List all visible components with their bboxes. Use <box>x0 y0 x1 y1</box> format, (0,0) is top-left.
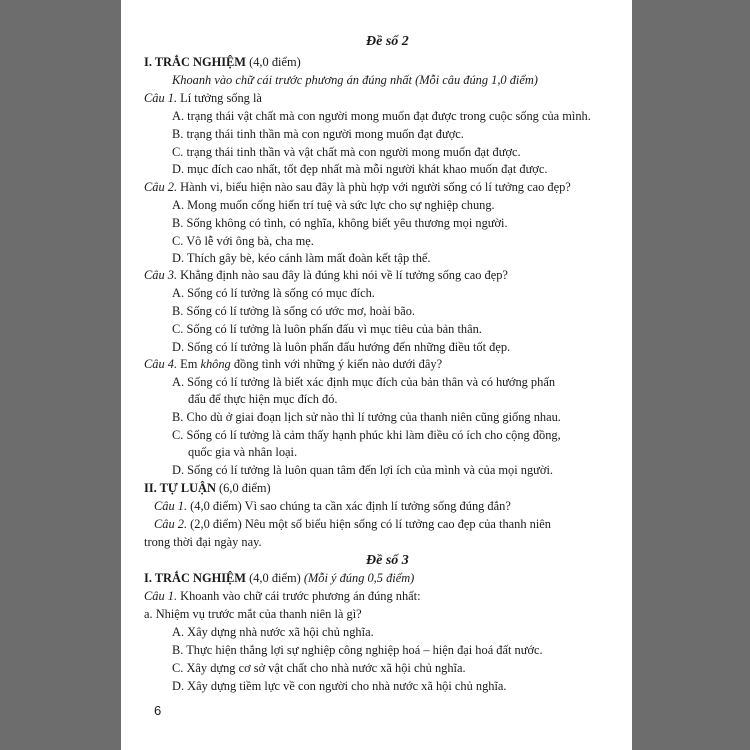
left-margin <box>0 0 121 750</box>
question-label: Câu 4. <box>144 357 178 371</box>
essay-question-2 <box>154 517 551 532</box>
section-points: (4,0 điểm) <box>246 55 301 69</box>
exam-2-title: Đề số 2 <box>366 34 409 49</box>
q1-option-b: B. trạng thái tinh thần mà con người mong muốn đạt được. <box>172 127 464 141</box>
exam-3-title: Đề số 3 <box>366 553 409 568</box>
question-text: Lí tưởng sống là <box>177 91 262 105</box>
question-2 <box>144 180 571 195</box>
exam-2-instruction: Khoanh vào chữ cái trước phương án đúng nhất (Mỗi câu đúng 1,0 điểm) <box>172 73 538 87</box>
section-points: (6,0 điểm) <box>215 481 271 495</box>
q1-option-a: A. trạng thái vật chất mà con người mong muốn đạt được trong cuộc sống của mình. <box>172 109 591 123</box>
section-label: I. TRẮC NGHIỆM <box>144 571 247 585</box>
q2-option-b: B. Sống không có tình, có nghĩa, không biết yêu thương mọi người. <box>172 216 508 230</box>
question-label: Câu 3. <box>144 268 178 282</box>
exam-3-option-c: C. Xây dựng cơ sở vật chất cho nhà nước xã hội chủ nghĩa. <box>172 661 466 675</box>
section-points: (4,0 điểm) <box>246 571 304 585</box>
exam-2-section-2-heading <box>144 481 271 496</box>
exam-3-option-a: A. Xây dựng nhà nước xã hội chủ nghĩa. <box>172 625 374 639</box>
question-3 <box>144 268 508 283</box>
question-text-emphasis: không <box>200 357 231 371</box>
question-text: Khoanh vào chữ cái trước phương án đúng nhất: <box>177 589 421 603</box>
question-4 <box>144 357 442 372</box>
q2-option-a: A. Mong muốn cống hiến trí tuệ và sức lực cho sự nghiệp chung. <box>172 198 495 212</box>
question-1 <box>144 91 262 106</box>
sub-question-a: a. Nhiệm vụ trước mắt của thanh niên là gì? <box>144 607 362 621</box>
question-text-pre: Em <box>177 357 201 371</box>
exam-3-option-b: B. Thực hiện thắng lợi sự nghiệp công nghiệp hoá – hiện đại hoá đất nước. <box>172 643 543 657</box>
right-margin <box>632 0 750 750</box>
section-label: II. TỰ LUẬN <box>144 481 216 495</box>
q4-option-c-cont: quốc gia và nhân loại. <box>188 445 298 459</box>
q1-option-d: D. mục đích cao nhất, tốt đẹp nhất mà mỗi người khát khao muốn đạt được. <box>172 162 548 176</box>
question-text-post: đồng tình với những ý kiến nào dưới đây? <box>230 357 443 371</box>
q4-option-b: B. Cho dù ở giai đoạn lịch sử nào thì lí tưởng của thanh niên cũng giống nhau. <box>172 410 561 424</box>
exam-3-question-1 <box>144 589 421 604</box>
question-label: Câu 2. <box>154 517 188 531</box>
q3-option-b: B. Sống có lí tưởng là sống có ước mơ, hoài bão. <box>172 304 416 318</box>
q4-option-d: D. Sống có lí tưởng là luôn quan tâm đến lợi ích của mình và của mọi người. <box>172 463 553 477</box>
document-page <box>121 0 632 750</box>
q4-option-c: C. Sống có lí tưởng là cảm thấy hạnh phúc khi làm điều có ích cho cộng đồng, <box>172 428 561 442</box>
question-text: Khẳng định nào sau đây là đúng khi nói về lí tưởng sống cao đẹp? <box>177 268 508 282</box>
exam-2-section-1-heading <box>144 55 301 70</box>
exam-3-option-d: D. Xây dựng tiềm lực về con người cho nhà nước xã hội chủ nghĩa. <box>172 679 507 693</box>
section-label: I. TRẮC NGHIỆM <box>144 55 247 69</box>
question-text: (2,0 điểm) Nêu một số biểu hiện sống có lí tưởng cao đẹp của thanh niên <box>187 517 551 531</box>
question-text: Hành vi, biểu hiện nào sau đây là phù hợp với người sống có lí tưởng cao đẹp? <box>177 180 571 194</box>
q2-option-d: D. Thích gây bè, kéo cánh làm mất đoàn kết tập thể. <box>172 251 431 265</box>
q2-option-c: C. Vô lễ với ông bà, cha mẹ. <box>172 234 314 248</box>
q4-option-a-cont: đấu để thực hiện mục đích đó. <box>188 392 338 406</box>
question-label: Câu 1. <box>144 91 178 105</box>
section-note: (Mỗi ý đúng 0,5 điểm) <box>303 571 415 585</box>
question-label: Câu 1. <box>144 589 178 603</box>
essay-question-2-cont: trong thời đại ngày nay. <box>144 535 262 549</box>
q3-option-c: C. Sống có lí tưởng là luôn phấn đấu vì mục tiêu của bản thân. <box>172 322 482 336</box>
q3-option-a: A. Sống có lí tưởng là sống có mục đích. <box>172 286 375 300</box>
question-label: Câu 1. <box>154 499 188 513</box>
page-number: 6 <box>154 703 162 718</box>
q1-option-c: C. trạng thái tinh thần và vật chất mà con người mong muốn đạt được. <box>172 145 521 159</box>
exam-3-section-1-heading <box>144 571 414 586</box>
essay-question-1 <box>154 499 511 514</box>
question-label: Câu 2. <box>144 180 178 194</box>
q3-option-d: D. Sống có lí tưởng là luôn phấn đấu hướng đến những điều tốt đẹp. <box>172 340 511 354</box>
question-text: (4,0 điểm) Vì sao chúng ta cần xác định lí tưởng sống đúng đắn? <box>187 499 511 513</box>
q4-option-a: A. Sống có lí tưởng là biết xác định mục đích của bản thân và có hướng phấn <box>172 375 556 389</box>
